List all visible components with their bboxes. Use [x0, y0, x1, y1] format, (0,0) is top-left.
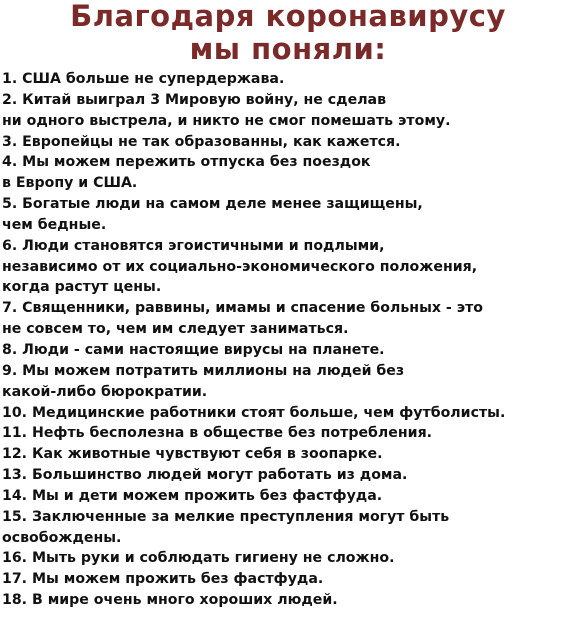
list-item — [2, 361, 576, 403]
list-item — [2, 152, 576, 194]
list-item-line: в Европу и США. — [2, 175, 138, 192]
list-item-line: 16. Мыть руки и соблюдать гигиену не сложно. — [2, 550, 395, 567]
list-item-line: 11. Нефть бесполезна в обществе без потребления. — [2, 425, 433, 442]
title-line-2: мы поняли: — [189, 32, 387, 66]
list-item-line: независимо от их социально-экономического положения, — [2, 258, 478, 275]
list-item-line: чем бедные. — [2, 216, 107, 233]
list-item-line: 10. Медицинские работники стоят больше, чем футболисты. — [2, 404, 506, 421]
list-item — [2, 548, 576, 569]
page-title — [0, 0, 576, 66]
list-item-line: освобождены. — [2, 529, 122, 546]
list-item-line: 17. Мы можем прожить без фастфуда. — [2, 571, 324, 588]
list-item-line: 15. Заключенные за мелкие преступления могут быть — [2, 508, 450, 525]
list-item-line: не совсем то, чем им следует заниматься. — [2, 321, 349, 338]
list-item — [2, 590, 576, 611]
list-item-line: 4. Мы можем пережить отпуска без поездок — [2, 154, 371, 171]
list-item — [2, 90, 576, 132]
list-item-line: ни одного выстрела, и никто не смог помешать этому. — [2, 112, 451, 129]
list-item — [2, 69, 576, 90]
list-item-line: 3. Европейцы не так образованны, как кажется. — [2, 133, 401, 150]
list-item — [2, 507, 576, 549]
list-item-line: 13. Большинство людей могут работать из дома. — [2, 467, 408, 484]
list-item-line: 2. Китай выиграл 3 Мировую войну, не сделав — [2, 91, 387, 108]
list-item — [2, 465, 576, 486]
list-item-line: 14. Мы и дети можем прожить без фастфуда. — [2, 487, 383, 504]
list-item — [2, 132, 576, 153]
list-item-line: 1. США больше не супердержава. — [2, 71, 285, 87]
list-item-line: когда растут цены. — [2, 279, 162, 296]
list-item-line: 9. Мы можем потратить миллионы на людей без — [2, 362, 405, 379]
list-item-line: 6. Люди становятся эгоистичными и подлыми, — [2, 237, 385, 254]
title-line-1: Благодаря коронавирусу — [70, 0, 506, 33]
list-item-line: 8. Люди - сами настоящие вирусы на планете. — [2, 341, 385, 358]
list-item — [2, 486, 576, 507]
list-item — [2, 423, 576, 444]
list-item — [2, 298, 576, 340]
list-item-line: 12. Как животные чувствуют себя в зоопарке. — [2, 446, 383, 463]
list-item-line: какой-либо бюрократии. — [2, 383, 208, 400]
list-item-line: 5. Богатые люди на самом деле менее защищены, — [2, 196, 423, 213]
list-item — [2, 403, 576, 424]
list-item — [2, 569, 576, 590]
list-item — [2, 194, 576, 236]
lessons-list — [0, 69, 576, 611]
list-item-line: 18. В мире очень много хороших людей. — [2, 592, 338, 609]
list-item — [2, 236, 576, 299]
list-item — [2, 340, 576, 361]
list-item — [2, 444, 576, 465]
list-item-line: 7. Священники, раввины, имамы и спасение больных - это — [2, 300, 484, 317]
